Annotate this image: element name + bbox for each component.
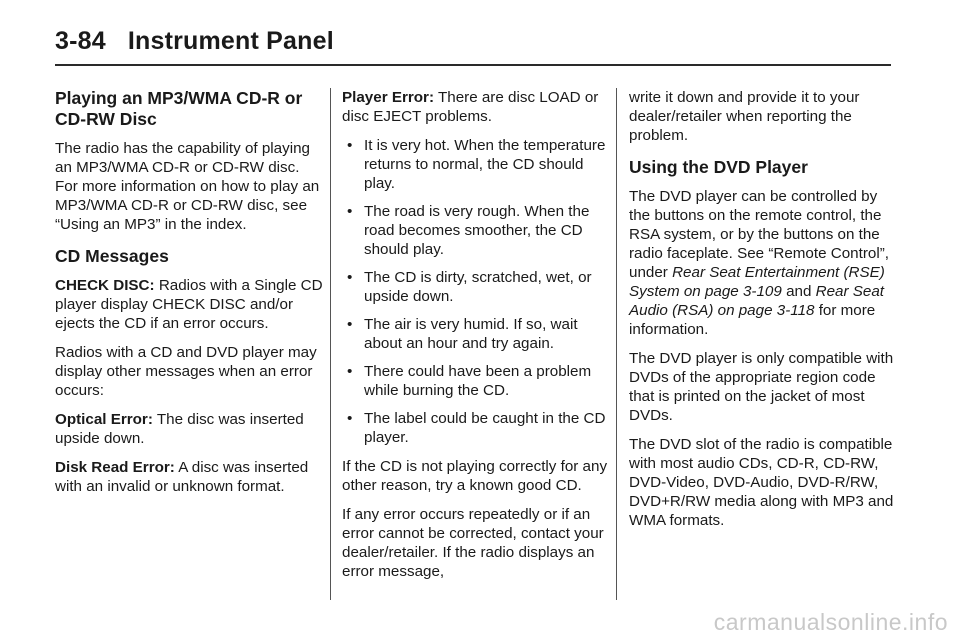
heading-using-dvd-player: Using the DVD Player bbox=[629, 157, 808, 177]
page-number: 3-84 bbox=[55, 27, 106, 55]
player-error-text: There are disc LOAD or disc EJECT problems. bbox=[342, 89, 599, 125]
list-item: • It is very hot. When the temperature returns to normal, the CD should play. bbox=[342, 136, 610, 193]
paragraph-dvd-controls bbox=[629, 187, 897, 339]
paragraph-media-compatibility: The DVD slot of the radio is compatible with most audio CDs, CD-R, CD-RW, DVD-Video, DVD-Audio, DVD-R/RW, DVD+R/RW media along with MP3 and WMA formats. bbox=[629, 436, 894, 529]
paragraph-player-error bbox=[342, 88, 610, 126]
list-item: • The air is very humid. If so, wait about an hour and try again. bbox=[342, 315, 610, 353]
paragraph-region-code: The DVD player is only compatible with DVDs of the appropriate region code that is printed on the jacket of most DVDs. bbox=[629, 350, 894, 424]
header-rule bbox=[55, 64, 891, 66]
check-disc-text: Radios with a Single CD player display CHECK DISC and/or ejects the CD if an error occurs. bbox=[55, 277, 323, 332]
column-divider-1 bbox=[330, 88, 331, 600]
heading-cd-messages: CD Messages bbox=[55, 246, 169, 266]
link-rse-system[interactable]: Rear Seat Entertainment (RSE) System on page 3-109 bbox=[629, 264, 885, 300]
list-item: • The label could be caught in the CD player. bbox=[342, 409, 610, 447]
column-3 bbox=[629, 88, 897, 540]
column-1 bbox=[55, 88, 325, 506]
paragraph-check-disc bbox=[55, 276, 325, 333]
page-header bbox=[55, 27, 334, 56]
list-item: • There could have been a problem while burning the CD. bbox=[342, 362, 610, 400]
disk-read-error-text: A disc was inserted with an invalid or unknown format. bbox=[55, 459, 309, 495]
paragraph-optical-error bbox=[55, 410, 325, 448]
section-title: Instrument Panel bbox=[127, 27, 334, 55]
optical-error-label: Optical Error: bbox=[55, 411, 153, 428]
column-divider-2 bbox=[616, 88, 617, 600]
list-item: • The CD is dirty, scratched, wet, or upside down. bbox=[342, 268, 610, 306]
disk-read-error-label: Disk Read Error: bbox=[55, 459, 175, 476]
paragraph-error-messages: Radios with a CD and DVD player may display other messages when an error occurs: bbox=[55, 344, 317, 399]
watermark: carmanualsonline.info bbox=[713, 609, 948, 635]
paragraph-repeated-error: If any error occurs repeatedly or if an error cannot be corrected, contact your dealer/retailer. If the radio displays an error message, bbox=[342, 506, 604, 580]
heading-mp3-wma: Playing an MP3/WMA CD-R or CD-RW Disc bbox=[55, 88, 303, 129]
dvd-controls-text: The DVD player can be controlled by the buttons on the remote control, the RSA system, or by the buttons on the radio faceplate. See “Remote Control”, under bbox=[629, 188, 890, 281]
paragraph-mp3-capability: The radio has the capability of playing an MP3/WMA CD-R or CD-RW disc. For more information on how to play an MP3/WMA CD-R or CD-RW disc, see “Using an MP3” in the index. bbox=[55, 140, 320, 233]
paragraph-try-known-good-cd: If the CD is not playing correctly for any other reason, try a known good CD. bbox=[342, 458, 608, 494]
error-cause-list bbox=[342, 136, 610, 447]
check-disc-label: CHECK DISC: bbox=[55, 277, 155, 294]
paragraph-disk-read-error bbox=[55, 458, 325, 496]
player-error-label: Player Error: bbox=[342, 89, 435, 106]
list-item: • The road is very rough. When the road becomes smoother, the CD should play. bbox=[342, 202, 610, 259]
column-2 bbox=[342, 88, 610, 591]
paragraph-report-problem: write it down and provide it to your dealer/retailer when reporting the problem. bbox=[629, 89, 860, 144]
and-text: and bbox=[786, 283, 812, 300]
optical-error-text: The disc was inserted upside down. bbox=[55, 411, 304, 447]
for-more-info-text: for more information. bbox=[629, 302, 876, 338]
link-rsa-system[interactable]: Rear Seat Audio (RSA) on page 3-118 bbox=[629, 283, 885, 319]
